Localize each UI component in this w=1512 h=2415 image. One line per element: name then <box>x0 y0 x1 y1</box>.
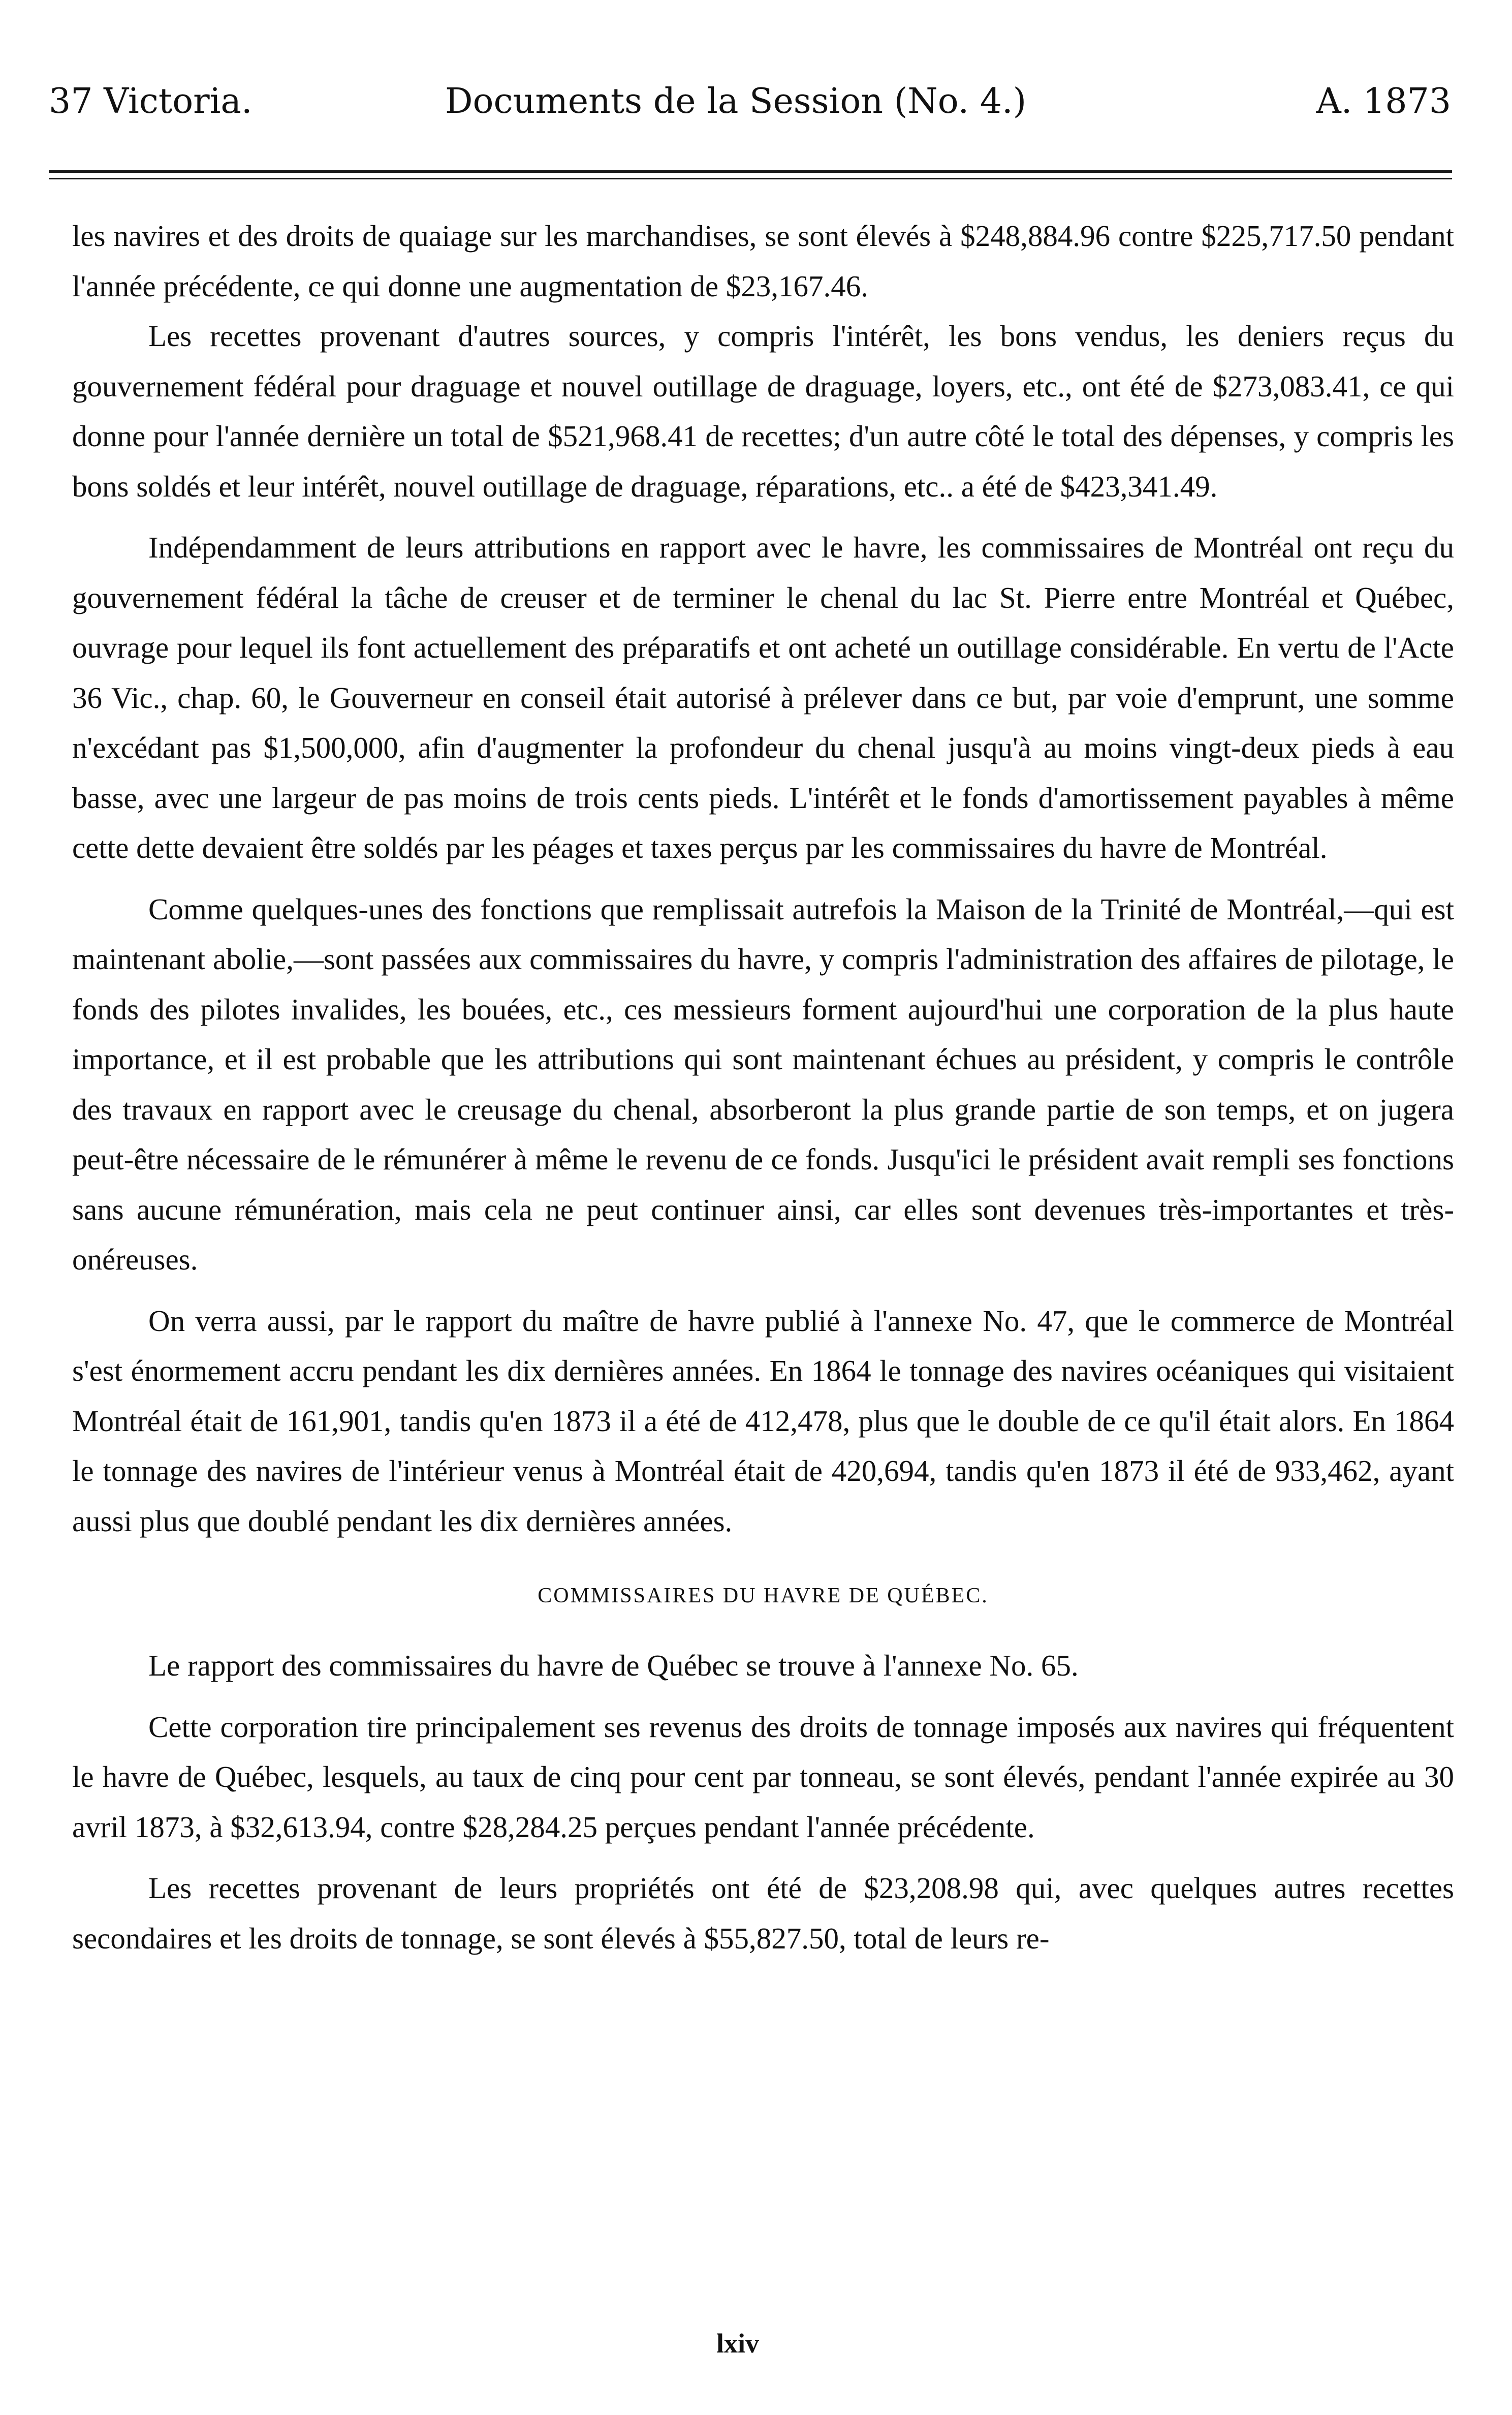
header-volume: 37 Victoria. <box>49 81 253 121</box>
header-rule-thin <box>49 178 1452 179</box>
paragraph-continued: les navires et des droits de quaiage sur les marchandises, se sont élevés à $248,884.96 contre $225,717.50 pendant l'année précédente, ce qui donne une augmentation de $23,167.46. <box>72 219 1454 303</box>
body-text <box>72 211 1454 1963</box>
paragraph-chenal: Indépendamment de leurs attributions en rapport avec le havre, les commissaires de Montréal ont reçu du gouvernement fédéral la tâche de creuser et de terminer le chenal du lac St. Pierre entre Montréal et Québec, ouvrage pour lequel ils font actuellement des préparatifs et ont acheté un outillage considérable. En vertu de l'Acte 36 Vic., chap. 60, le Gouverneur en conseil était autorisé à prélever dans ce but, par voie d'emprunt, une somme n'excédant pas $1,500,000, afin d'augmenter la profondeur du chenal jusqu'à au moins vingt-deux pieds à eau basse, avec une largeur de pas moins de trois cents pieds. L'intérêt et le fonds d'amortissement payables à même cette dette devaient être soldés par les péages et taxes perçus par les commissaires du havre de Montréal. <box>72 531 1454 864</box>
paragraph-recettes: Les recettes provenant d'autres sources, y compris l'intérêt, les bons vendus, les deniers reçus du gouvernement fédéral pour draguage et nouvel outillage de draguage, loyers, etc., ont été de $273,083.41, ce qui donne pour l'année dernière un total de $521,968.41 de recettes; d'un autre côté le total des dépenses, y compris les bons soldés et leur intérêt, nouvel outillage de draguage, réparations, etc.. a été de $423,341.49. <box>72 319 1454 503</box>
header-rule-thick <box>49 170 1452 173</box>
paragraph-quebec-recettes: Les recettes provenant de leurs propriétés ont été de $23,208.98 qui, avec quelques autres recettes secondaires et les droits de tonnage, se sont élevés à $55,827.50, total de leurs re- <box>72 1871 1454 1955</box>
header-title: Documents de la Session (No. 4.) <box>445 81 1027 121</box>
header-year: A. 1873 <box>1316 81 1451 121</box>
page-number: lxiv <box>716 2328 760 2359</box>
paragraph-commerce: On verra aussi, par le rapport du maître de havre publié à l'annexe No. 47, que le commerce de Montréal s'est énormement accru pendant les dix dernières années. En 1864 le tonnage des navires océaniques qui visitaient Montréal était de 161,901, tandis qu'en 1873 il a été de 412,478, plus que le double de ce qu'il était alors. En 1864 le tonnage des navires de l'intérieur venus à Montréal était de 420,694, tandis qu'en 1873 il été de 933,462, ayant aussi plus que doublé pendant les dix dernières années. <box>72 1304 1454 1538</box>
section-heading: COMMISSAIRES DU HAVRE DE QUÉBEC. <box>538 1584 989 1607</box>
paragraph-quebec-revenus: Cette corporation tire principalement ses revenus des droits de tonnage imposés aux navires qui fréquentent le havre de Québec, lesquels, au taux de cinq pour cent par tonneau, se sont élevés, pendant l'année expirée au 30 avril 1873, à $32,613.94, contre $28,284.25 perçues pendant l'année précédente. <box>72 1710 1454 1844</box>
page-header <box>49 81 1451 122</box>
paragraph-trinite: Comme quelques-unes des fonctions que remplissait autrefois la Maison de la Trinité de Montréal,—qui est maintenant abolie,—sont passées aux commissaires du havre, y compris l'administration des affaires de pilotage, le fonds des pilotes invalides, les bouées, etc., ces messieurs forment aujourd'hui une corporation de la plus haute importance, et il est probable que les attributions qui sont maintenant échues au président, y compris le contrôle des travaux en rapport avec le creusage du chenal, absorberont la plus grande partie de son temps, et on jugera peut-être nécessaire de le rémunérer à même le revenu de ce fonds. Jusqu'ici le président avait rempli ses fonctions sans aucune rémunération, mais cela ne peut continuer ainsi, car elles sont devenues très-importantes et très-onéreuses. <box>72 892 1454 1276</box>
paragraph-quebec-rapport: Le rapport des commissaires du havre de Québec se trouve à l'annexe No. 65. <box>148 1649 1079 1682</box>
